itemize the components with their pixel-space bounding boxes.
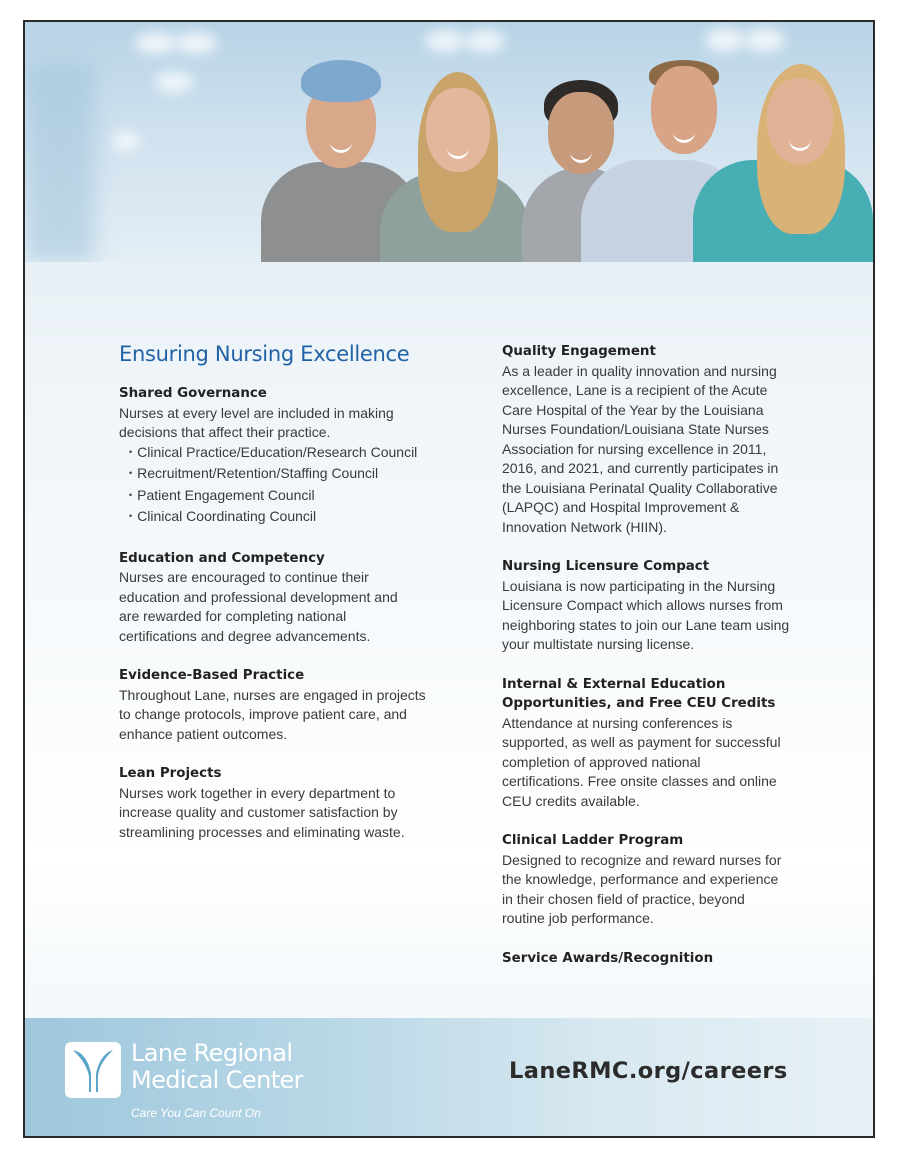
body-line: supported, as well as payment for successful [502, 734, 781, 750]
right-column [502, 342, 812, 988]
body-line: Nurses are encouraged to continue their [119, 569, 369, 585]
body-line: enhance patient outcomes. [119, 725, 288, 742]
body-line: your multistate nursing license. [502, 636, 695, 652]
organization-name [131, 1040, 303, 1094]
section-heading: Evidence-Based Practice [119, 668, 305, 683]
section-heading: Shared Governance [119, 386, 267, 401]
careers-link[interactable]: LaneRMC.org/careers [509, 1058, 788, 1084]
section-body [502, 577, 812, 655]
body-line: certifications and degree advancements. [119, 627, 371, 644]
section-body [119, 404, 464, 443]
section-right-3 [502, 831, 812, 929]
footer-band [25, 1018, 873, 1138]
body-line: neighboring states to join our Lane team using [502, 616, 790, 633]
nurse-photo-2 [380, 42, 530, 262]
section-heading [502, 675, 812, 714]
section-left-3 [119, 764, 464, 842]
section-heading: Quality Engagement [502, 344, 656, 359]
section-heading: Education and Competency [119, 550, 325, 566]
section-left-2 [119, 666, 464, 744]
body-line: education and professional development and [119, 588, 398, 605]
section-right-4 [502, 949, 812, 969]
section-body [119, 784, 464, 843]
header-photo [25, 22, 873, 262]
body-line: (LAPQC) and Hospital Improvement & [502, 499, 740, 515]
flyer-page [23, 20, 875, 1138]
section-right-0 [502, 342, 812, 537]
body-line: excellence, Lane is a recipient of the Acute [502, 382, 768, 398]
body-line: to change protocols, improve patient care, and [119, 706, 407, 722]
section-body [119, 686, 464, 745]
body-line: As a leader in quality innovation and nursing [502, 362, 777, 379]
organization-name-line-1: Lane Regional [131, 1039, 293, 1067]
body-line: certifications. Free onsite classes and online [502, 773, 777, 789]
list-item: • Patient Engagement Council [129, 486, 464, 508]
section-heading-line: Opportunities, and Free CEU Credits [502, 696, 776, 711]
section-right-2 [502, 675, 812, 812]
section-body [502, 851, 812, 929]
body-line: Attendance at nursing conferences is [502, 714, 733, 731]
section-heading: Nursing Licensure Compact [502, 559, 710, 574]
section-heading-line: Internal & External Education [502, 676, 726, 692]
body-line: Throughout Lane, nurses are engaged in projects [119, 686, 426, 703]
section-left-0 [119, 384, 464, 529]
body-line: in their chosen field of practice, beyond [502, 890, 745, 907]
page-title: Ensuring Nursing Excellence [119, 342, 410, 366]
section-body [502, 362, 812, 538]
section-heading: Clinical Ladder Program [502, 833, 684, 848]
section-heading: Service Awards/Recognition [502, 950, 714, 966]
body-line: Louisiana is now participating in the Nursing [502, 577, 776, 594]
body-line: 2016, and 2021, and currently participates in [502, 460, 779, 476]
lane-logo-icon [65, 1042, 121, 1098]
body-line: the Louisiana Perinatal Quality Collaborative [502, 479, 778, 496]
section-heading: Lean Projects [119, 766, 222, 781]
left-column [119, 340, 464, 862]
list-item: • Recruitment/Retention/Staffing Council [129, 464, 464, 486]
body-line: increase quality and customer satisfaction by [119, 804, 398, 820]
tagline: Care You Can Count On [131, 1106, 261, 1120]
body-line: Designed to recognize and reward nurses for [502, 851, 782, 868]
body-line: streamlining processes and eliminating waste. [119, 823, 405, 840]
body-line: decisions that affect their practice. [119, 424, 331, 440]
body-line: Innovation Network (HIIN). [502, 518, 667, 535]
body-line: Association for nursing excellence in 2011, [502, 440, 767, 457]
body-line: Licensure Compact which allows nurses from [502, 597, 783, 613]
section-right-1 [502, 557, 812, 655]
nurse-photo-5 [693, 40, 873, 262]
body-line: CEU credits available. [502, 792, 640, 809]
body-line: Nurses work together in every department to [119, 784, 396, 801]
body-line: completion of approved national [502, 753, 701, 770]
body-line: the knowledge, performance and experience [502, 871, 779, 887]
section-body [119, 568, 464, 646]
section-body [502, 714, 812, 812]
body-line: Care Hospital of the Year by the Louisiana [502, 401, 764, 418]
council-list [119, 443, 464, 529]
body-line: are rewarded for completing national [119, 608, 347, 624]
section-left-1 [119, 549, 464, 647]
body-line: Nurses Foundation/Louisiana State Nurses [502, 421, 769, 437]
organization-name-line-2: Medical Center [131, 1066, 303, 1094]
list-item: • Clinical Practice/Education/Research Council [129, 443, 464, 465]
body-line: routine job performance. [502, 910, 654, 926]
body-line: Nurses at every level are included in making [119, 404, 394, 421]
list-item: • Clinical Coordinating Council [129, 507, 464, 529]
